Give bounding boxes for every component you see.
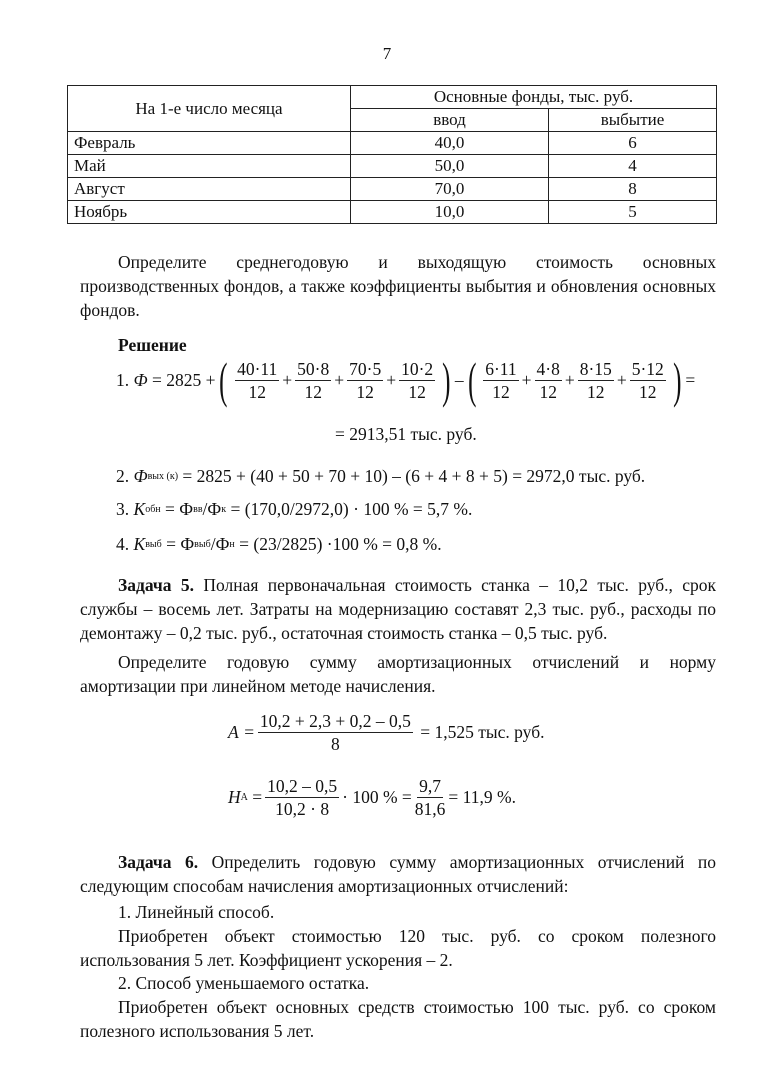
task6-item2-text: Приобретен объект основных средств стоимостью 100 тыс. руб. со сроком полезного использования 5 лет. <box>80 997 716 1041</box>
cell-out: 6 <box>549 132 717 155</box>
fraction: 8·15 12 <box>579 358 612 402</box>
fraction: 40·11 12 <box>237 358 278 402</box>
fixed-assets-table <box>67 85 717 224</box>
f1-result: = 2913,51 тыс. руб. <box>335 424 477 444</box>
task6-item1: 1. Линейный способ. <box>118 902 275 922</box>
cell-out: 5 <box>549 201 717 224</box>
fraction: 10·2 12 <box>401 358 434 402</box>
formula-h: H А = $\frac{10,2 - 0,5}{10,2 \cdot 8}$ · 100 % = $\frac{9,7}{81,6}$ = 11,9 %. <box>228 776 516 819</box>
formula-2: 2. Ф вых (к) = 2825 + (40 + 50 + 70 + 10) – (6 + 4 + 8 + 5) = 2972,0 тыс. руб. <box>116 466 646 486</box>
formula-4: 4. K выб = Ф выб /Ф н = (23/2825) ·100 % = 0,8 %. <box>116 534 442 554</box>
formula-a: А = $\frac{10,2 + 2,3 + 0,2 - 0,5}{8}$ = 1,525 тыс. руб. <box>228 711 545 754</box>
f1-eq: = 2825 + <box>151 369 216 390</box>
fraction: 70·5 12 <box>349 358 382 402</box>
cell-month: Август <box>68 178 351 201</box>
task6-item1-text: Приобретен объект стоимостью 120 тыс. руб. со сроком полезного использования 5 лет. Коэффициент ускорения – 2. <box>80 926 716 970</box>
cell-out: 8 <box>549 178 717 201</box>
table-row <box>68 132 717 155</box>
task6-text: Задача 6. Определить годовую сумму амортизационных отчислений по следующим способам начисления амортизационных отчислений: <box>80 852 717 896</box>
formula-3: 3. K обн = Ф вв /Ф к = (170,0/2972,0) · 100 % = 5,7 %. <box>116 499 473 519</box>
fraction: 4·8 12 <box>536 358 560 402</box>
header-out: выбытие <box>549 109 717 132</box>
cell-in: 40,0 <box>351 132 549 155</box>
header-in: ввод <box>351 109 549 132</box>
page-number: 7 <box>382 44 392 63</box>
task6-item2: 2. Способ уменьшаемого остатка. <box>118 973 370 993</box>
header-group: Основные фонды, тыс. руб. <box>351 86 717 109</box>
f1-prefix: 1. <box>116 369 130 390</box>
task5-question: Определите годовую сумму амортизационных отчислений и норму амортизации при линейном методе начисления. <box>80 652 716 696</box>
fraction: 5·12 12 <box>631 358 664 402</box>
cell-out: 4 <box>549 155 717 178</box>
fraction: 50·8 12 <box>297 358 330 402</box>
f1-symbol: Ф <box>133 369 148 390</box>
table-row <box>68 178 717 201</box>
cell-in: 70,0 <box>351 178 549 201</box>
solution-heading: Решение <box>118 335 187 355</box>
cell-month: Ноябрь <box>68 201 351 224</box>
cell-in: 50,0 <box>351 155 549 178</box>
task5-text: Задача 5. Полная первоначальная стоимость станка – 10,2 тыс. руб., срок службы – восемь лет. Затраты на модернизацию составят 2,3 тыс. руб., расходы по демонтажу – 0,2 тыс. руб., остаточная стоимость станка – 0,5 тыс. руб. <box>80 575 716 643</box>
formula-1: 1. Ф = 2825 + ( 40·11 12 + 50·8 12 + 70·5 12 + 10·2 12 ) – ( 6·11 12 + 4·8 12 + 8·15 12 + 5·12 12 ) = <box>116 352 696 408</box>
solution-heading-wrap <box>80 333 716 357</box>
task4-question: Определите среднегодовую и выходящую стоимость основных производственных фондов, а также коэффициенты выбытия и обновления основных фондов. <box>80 252 716 320</box>
cell-in: 10,0 <box>351 201 549 224</box>
cell-month: Февраль <box>68 132 351 155</box>
header-month: На 1-е число месяца <box>68 86 351 132</box>
table-row <box>68 201 717 224</box>
fraction: 6·11 12 <box>485 358 517 402</box>
table-row <box>68 155 717 178</box>
cell-month: Май <box>68 155 351 178</box>
